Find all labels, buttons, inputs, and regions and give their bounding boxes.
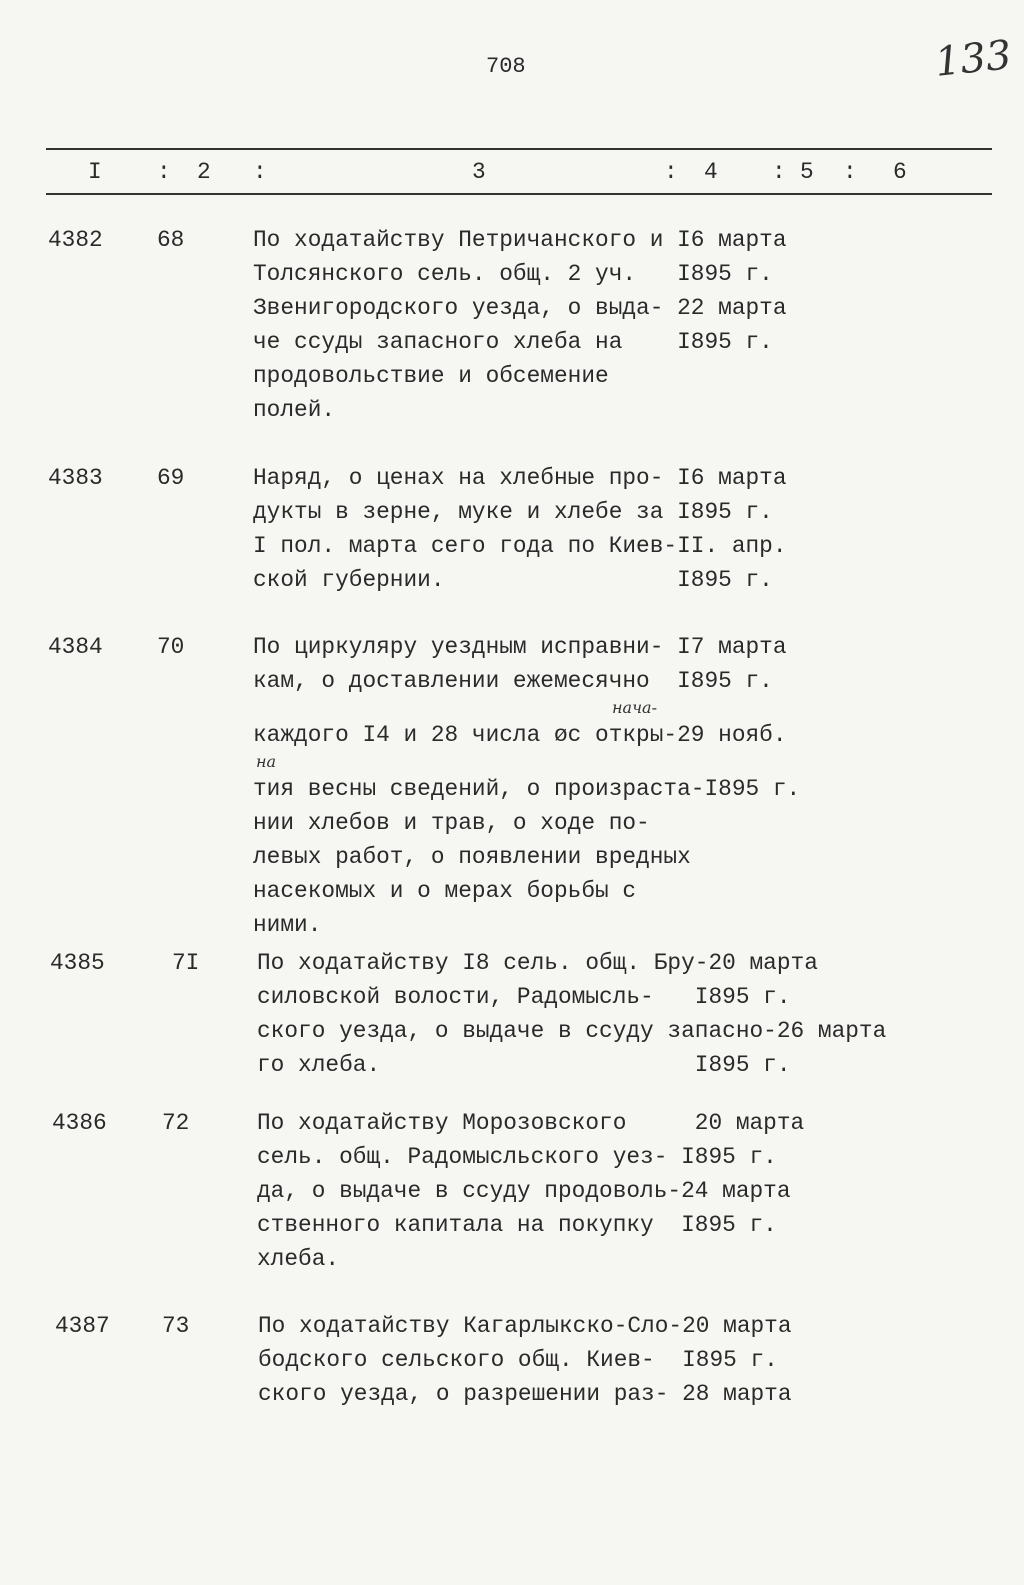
entry-line: По ходатайству Кагарлыкско-Сло-20 марта bbox=[258, 1313, 792, 1339]
entry-line: хлеба. bbox=[257, 1246, 340, 1272]
column-header bbox=[0, 155, 1024, 189]
header-sep: : bbox=[843, 159, 857, 185]
header-col-2: 2 bbox=[197, 159, 211, 185]
entry-line: ской губернии. I895 г. bbox=[253, 567, 773, 593]
entry-number: 4386 bbox=[52, 1110, 107, 1136]
header-col-6: 6 bbox=[893, 159, 907, 185]
entry-number: 4387 bbox=[55, 1313, 110, 1339]
entry-line: че ссуды запасного хлеба на I895 г. bbox=[253, 329, 773, 355]
entry-line: каждого I4 и 28 числа øс откры-29 нояб. bbox=[253, 722, 787, 748]
item-number: 7I bbox=[172, 950, 200, 976]
item-number: 70 bbox=[157, 634, 185, 660]
entry-line: ственного капитала на покупку I895 г. bbox=[257, 1212, 777, 1238]
entry-number: 4382 bbox=[48, 227, 103, 253]
entry-line: силовской волости, Радомысль- I895 г. bbox=[257, 984, 791, 1010]
entry-line: тия весны сведений, о произраста-I895 г. bbox=[253, 776, 801, 802]
entry-line: По циркуляру уездным исправни- I7 марта bbox=[253, 634, 787, 660]
entry-line: По ходатайству Петричанского и I6 марта bbox=[253, 227, 787, 253]
entry-line: ского уезда, о разрешении раз- 28 марта bbox=[258, 1381, 792, 1407]
header-sep: : bbox=[157, 159, 171, 185]
header-sep: : bbox=[253, 159, 267, 185]
entry-line: По ходатайству Морозовского 20 марта bbox=[257, 1110, 805, 1136]
header-sep: : bbox=[664, 159, 678, 185]
entry-line: дукты в зерне, муке и хлебе за I895 г. bbox=[253, 499, 773, 525]
entry-line: I пол. марта сего года по Киев-II. апр. bbox=[253, 533, 787, 559]
header-bottom-rule bbox=[46, 193, 992, 195]
entry-text bbox=[253, 630, 800, 942]
entry-line: По ходатайству I8 сель. общ. Бру-20 марта bbox=[257, 950, 818, 976]
header-col-5: 5 bbox=[800, 159, 814, 185]
header-col-4: 4 bbox=[704, 159, 718, 185]
entry-line: да, о выдаче в ссуду продоволь-24 марта bbox=[257, 1178, 791, 1204]
entry-line: ского уезда, о выдаче в ссуду запасно-26 марта bbox=[257, 1018, 887, 1044]
entry-line: левых работ, о появлении вредных bbox=[253, 844, 691, 870]
entry-line: бодского сельского общ. Киев- I895 г. bbox=[258, 1347, 778, 1373]
handwritten-sheet-number: 133 bbox=[932, 32, 1014, 86]
handwritten-correction: нача- bbox=[612, 698, 657, 717]
handwritten-correction: на bbox=[256, 752, 277, 771]
entry-text bbox=[253, 223, 787, 427]
item-number: 69 bbox=[157, 465, 185, 491]
header-col-1: I bbox=[88, 159, 102, 185]
header-sep: : bbox=[772, 159, 786, 185]
entry-line: сель. общ. Радомысльского уез- I895 г. bbox=[257, 1144, 777, 1170]
page-number: 708 bbox=[486, 54, 526, 79]
entry-line: Толсянского сель. общ. 2 уч. I895 г. bbox=[253, 261, 773, 287]
entry-number: 4384 bbox=[48, 634, 103, 660]
header-col-3: 3 bbox=[472, 159, 486, 185]
entry-line: нии хлебов и трав, о ходе по- bbox=[253, 810, 650, 836]
item-number: 72 bbox=[162, 1110, 190, 1136]
entry-line: Звенигородского уезда, о выда- 22 марта bbox=[253, 295, 787, 321]
entry-text bbox=[253, 461, 787, 597]
entry-text bbox=[257, 946, 886, 1082]
header-top-rule bbox=[46, 148, 992, 150]
entry-line: продовольствие и обсемение bbox=[253, 363, 609, 389]
item-number: 68 bbox=[157, 227, 185, 253]
entry-text bbox=[258, 1309, 792, 1411]
entry-line: Наряд, о ценах на хлебные про- I6 марта bbox=[253, 465, 787, 491]
entry-number: 4385 bbox=[50, 950, 105, 976]
entry-line: кам, о доставлении ежемесячно I895 г. bbox=[253, 668, 773, 694]
entry-line: насекомых и о мерах борьбы с bbox=[253, 878, 637, 904]
entry-line: полей. bbox=[253, 397, 336, 423]
entry-line: го хлеба. I895 г. bbox=[257, 1052, 791, 1078]
entry-text bbox=[257, 1106, 804, 1276]
item-number: 73 bbox=[162, 1313, 190, 1339]
entry-line: ними. bbox=[253, 912, 322, 938]
entry-number: 4383 bbox=[48, 465, 103, 491]
